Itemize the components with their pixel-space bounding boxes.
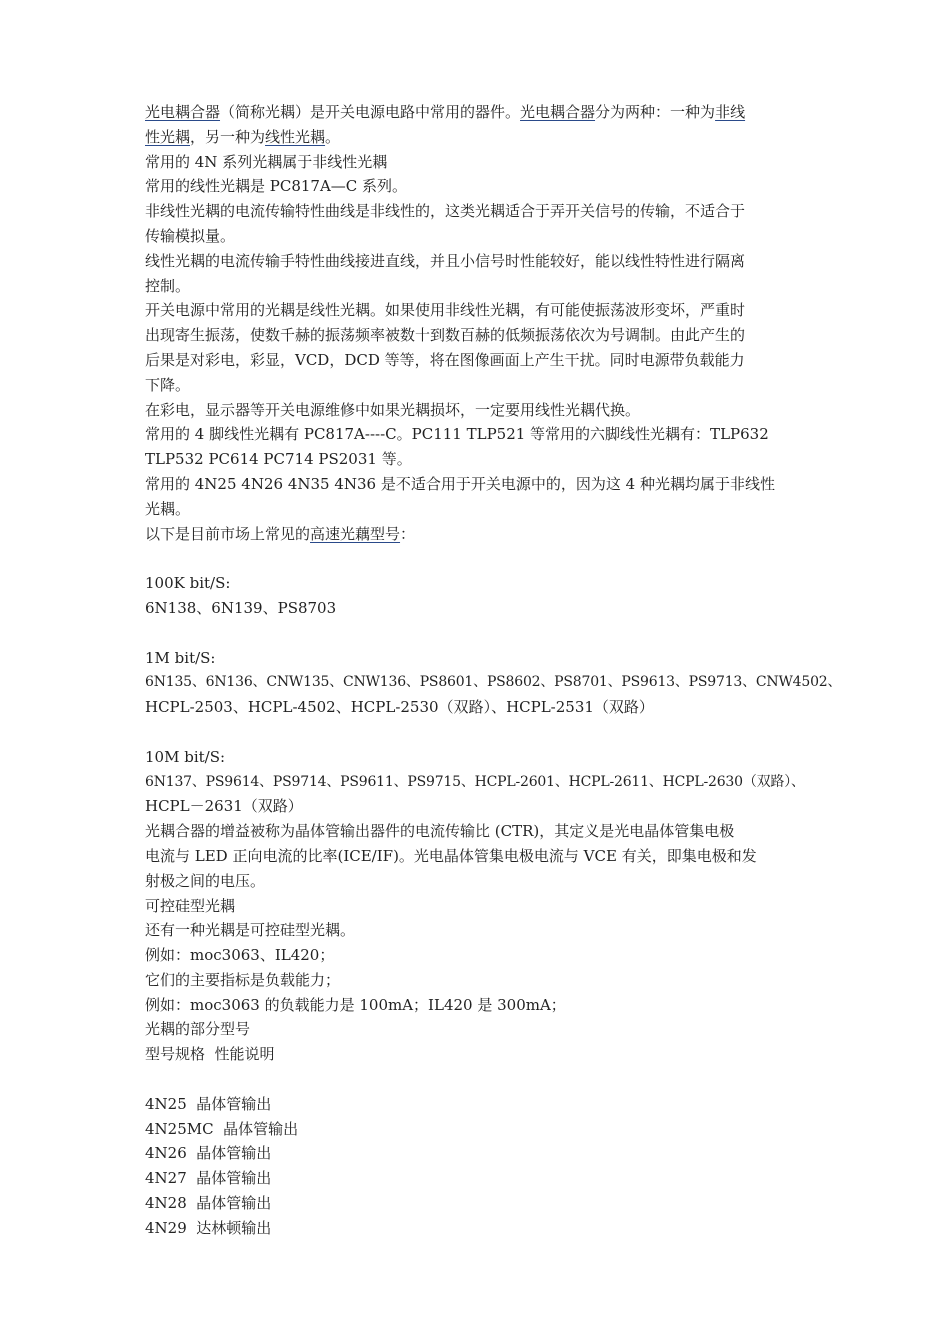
text-line: 开关电源中常用的光耦是线性光耦。如果使用非线性光耦，有可能使振荡波形变坏，严重时	[145, 301, 746, 320]
text-line: 线性光耦的电流传输手特性曲线接进直线，并且小信号时性能较好，能以线性特性进行隔离	[145, 251, 746, 270]
text-line: 非线性光耦的电流传输特性曲线是非线性的，这类光耦适合于弄开关信号的传输，不适合于	[145, 202, 746, 221]
link-nonlinear-optocoupler[interactable]: 非线	[715, 103, 746, 121]
text-line: 光耦合器的增益被称为晶体管输出器件的电流传输比 (CTR)，其定义是光电晶体管集电极	[145, 822, 735, 841]
document-body	[145, 100, 842, 1241]
speed-1m-models-1: 6N135、6N136、CNW135、CNW136、PS8601、PS8602、PS8701、PS9613、PS9713、CNW4502、	[145, 674, 842, 691]
text-line: 下降。	[145, 375, 191, 394]
speed-10m-title: 10M bit/S:	[145, 747, 226, 766]
text-line: 例如：moc3063、IL420；	[145, 946, 335, 965]
text-line: 射极之间的电压。	[145, 871, 266, 890]
intro-line-1	[145, 100, 810, 125]
text-line: 可控硅型光耦	[145, 896, 236, 915]
text-line: 电流与 LED 正向电流的比率(ICE/IF)。光电晶体管集电极电流与 VCE 有关，即集电极和发	[145, 846, 757, 865]
blank-line	[145, 621, 810, 646]
text-line: 常用的 4 脚线性光耦有 PC817A----C。PC111 TLP521 等常用的六脚线性光耦有：TLP632	[145, 425, 769, 444]
highspeed-suffix: ：	[400, 524, 416, 543]
speed-100k-models: 6N138、6N139、PS8703	[145, 598, 337, 617]
text-line: 传输模拟量。	[145, 226, 236, 245]
intro-text: ，另一种为	[190, 127, 266, 146]
model-row: 4N25 晶体管输出	[145, 1094, 272, 1113]
speed-100k-title: 100K bit/S:	[145, 574, 231, 593]
intro-text: （简称光耦）是开关电源电路中常用的器件。	[220, 103, 521, 121]
text-line: 控制。	[145, 276, 191, 295]
link-highspeed-models[interactable]: 高速光藕型号	[310, 524, 401, 543]
text-line: 光耦的部分型号	[145, 1020, 251, 1039]
text-line: 例如：moc3063 的负载能力是 100mA；IL420 是 300mA；	[145, 995, 566, 1014]
link-linear-optocoupler[interactable]: 线性光耦	[265, 127, 326, 146]
text-line: 出现寄生振荡，使数千赫的振荡频率被数十到数百赫的低频振荡依次为号调制。由此产生的	[145, 326, 746, 345]
text-line: 它们的主要指标是负载能力；	[145, 970, 341, 989]
speed-1m-title: 1M bit/S:	[145, 648, 216, 667]
link-optocoupler-2[interactable]: 光电耦合器	[520, 103, 596, 121]
link-optocoupler-1[interactable]: 光电耦合器	[145, 103, 221, 121]
model-row: 4N28 晶体管输出	[145, 1194, 272, 1213]
speed-10m-models-2: HCPL－2631（双路）	[145, 797, 303, 816]
text-line: 常用的 4N 系列光耦属于非线性光耦	[145, 152, 388, 171]
link-nonlinear-optocoupler-cont[interactable]: 性光耦	[145, 127, 191, 146]
text-line: 在彩电，显示器等开关电源维修中如果光耦损坏，一定要用线性光耦代换。	[145, 400, 641, 419]
model-row: 4N29 达林顿输出	[145, 1218, 272, 1237]
text-line: 常用的线性光耦是 PC817A—C 系列。	[145, 177, 408, 196]
text-line: 光耦。	[145, 499, 191, 518]
text-line: 型号规格 性能说明	[145, 1045, 275, 1064]
blank-line	[145, 720, 810, 745]
intro-line-2	[145, 125, 810, 150]
intro-text: 分为两种：一种为	[595, 103, 716, 121]
blank-line	[145, 546, 810, 571]
text-line: TLP532 PC614 PC714 PS2031 等。	[145, 450, 412, 469]
speed-1m-models-2: HCPL-2503、HCPL-4502、HCPL-2530（双路）、HCPL-2531（双路）	[145, 698, 654, 717]
highspeed-heading	[145, 522, 810, 547]
text-line: 常用的 4N25 4N26 4N35 4N36 是不适合用于开关电源中的，因为这 4 种光耦均属于非线性	[145, 474, 775, 493]
text-line: 后果是对彩电，彩显，VCD，DCD 等等，将在图像画面上产生干扰。同时电源带负载能力	[145, 350, 745, 369]
highspeed-prefix: 以下是目前市场上常见的	[145, 524, 311, 543]
speed-10m-models-1: 6N137、PS9614、PS9714、PS9611、PS9715、HCPL-2601、HCPL-2611、HCPL-2630（双路）、	[145, 773, 805, 790]
model-row: 4N27 晶体管输出	[145, 1169, 272, 1188]
text-line: 还有一种光耦是可控硅型光耦。	[145, 921, 356, 940]
model-row: 4N26 晶体管输出	[145, 1144, 272, 1163]
blank-line	[145, 1067, 810, 1092]
model-row: 4N25MC 晶体管输出	[145, 1119, 299, 1138]
intro-text: 。	[325, 127, 341, 146]
